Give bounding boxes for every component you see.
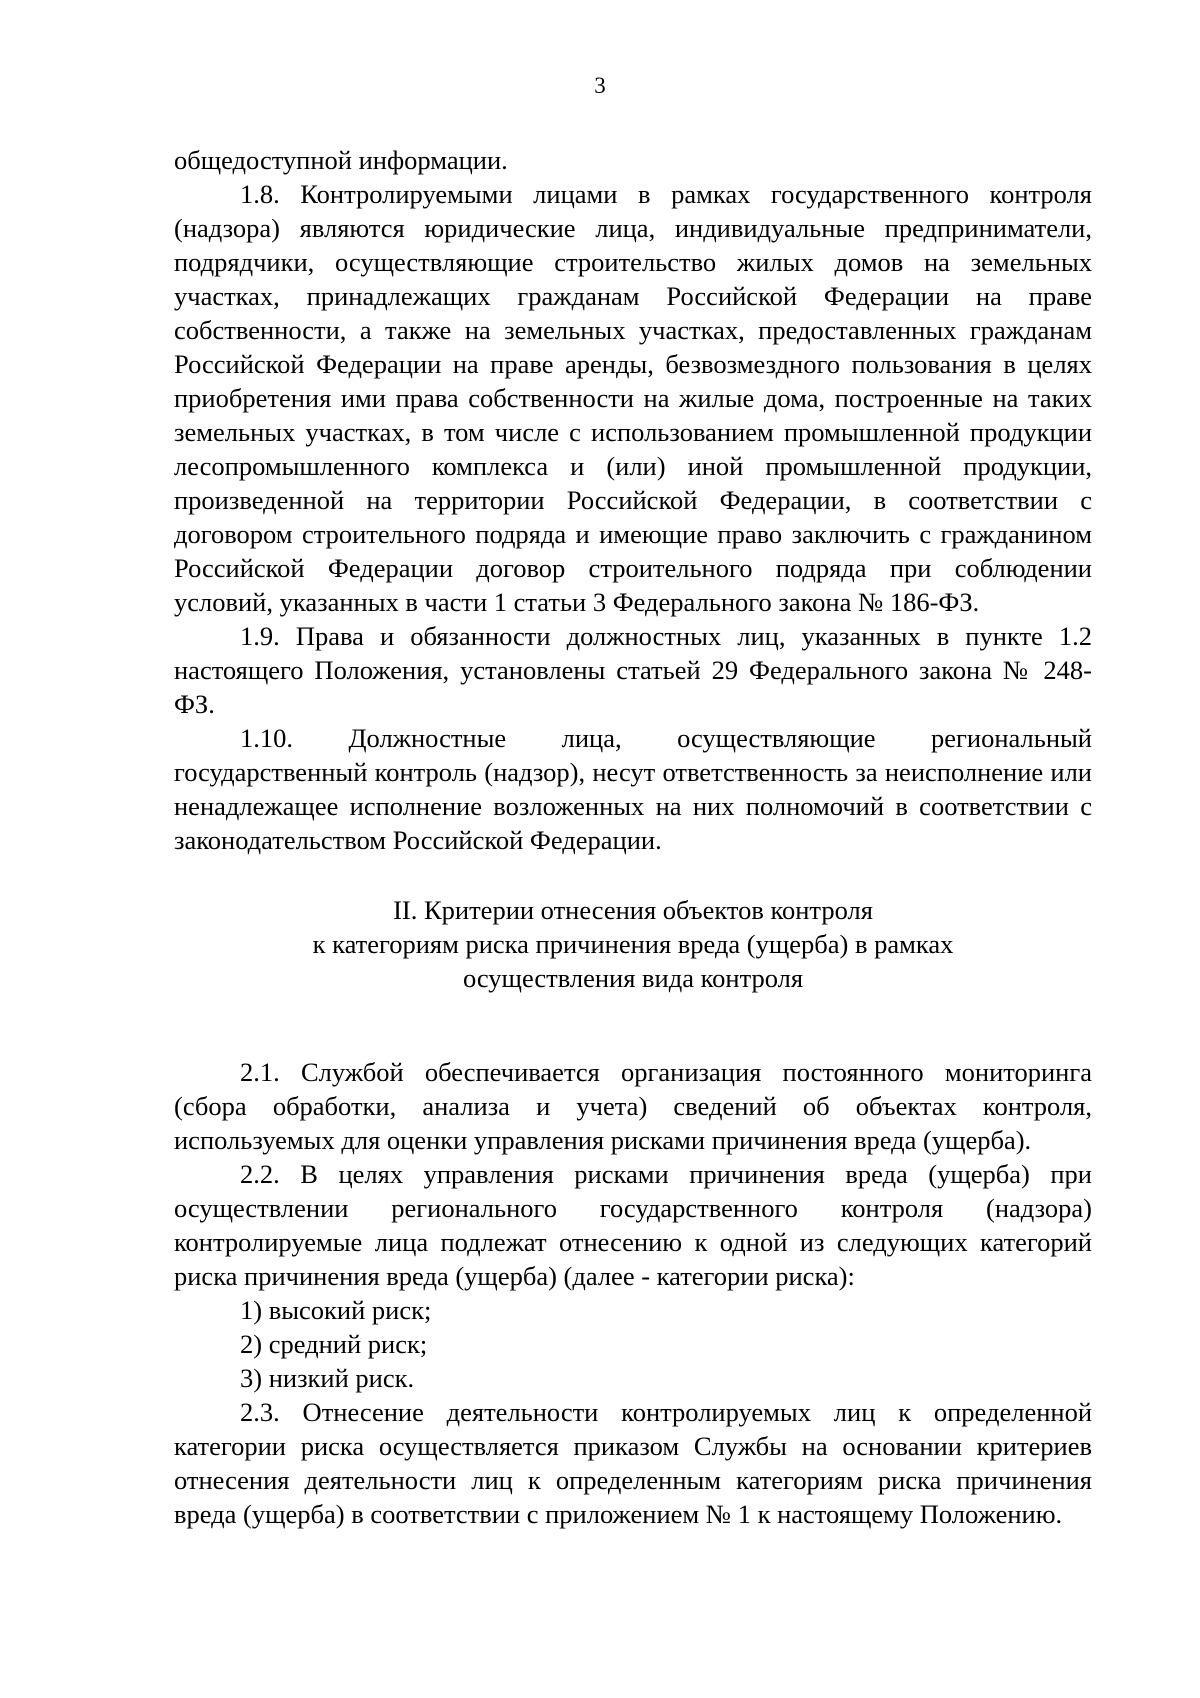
paragraph-2-2: 2.2. В целях управления рисками причинения вреда (ущерба) при осуществлении регионального государственного контроля (надзора) контролируемые лица подлежат отнесению к одной из следующих категорий риска причинения вреда (ущерба) (далее - категории риска): <box>174 1159 1092 1291</box>
section-2-heading <box>174 893 1092 995</box>
section-2-body <box>174 1055 1092 1531</box>
heading-line: к категориям риска причинения вреда (ущерба) в рамках <box>312 929 954 959</box>
risk-level-item: 2) средний риск; <box>240 1329 428 1359</box>
paragraph-2-1: 2.1. Службой обеспечивается организация постоянного мониторинга (сбора обработки, анализа и учета) сведений об объектах контроля, используемых для оценки управления рисками причинения вреда (ущерба). <box>174 1057 1092 1155</box>
paragraph-1-10: 1.10. Должностные лица, осуществляющие региональный государственный контроль (надзор), несут ответственность за неисполнение или ненадлежащее исполнение возложенных на них полномочий в соответствии с законодательством Российской Федерации. <box>174 723 1092 855</box>
risk-level-item: 3) низкий риск. <box>240 1363 415 1393</box>
paragraph-continuation: общедоступной информации. <box>174 145 508 175</box>
risk-level-item: 1) высокий риск; <box>240 1295 432 1325</box>
page-number: 3 <box>594 73 606 98</box>
heading-line: II. Критерии отнесения объектов контроля <box>393 895 873 925</box>
section-1-body <box>174 143 1092 857</box>
paragraph-1-8: 1.8. Контролируемыми лицами в рамках государственного контроля (надзора) являются юридические лица, индивидуальные предприниматели, подрядчики, осуществляющие строительство жилых домов на земельных участках, принадлежащих гражданам Российской Федерации на праве собственности, а также на земельных участках, предоставленных гражданам Российской Федерации на праве аренды, безвозмездного пользования в целях приобретения ими права собственности на жилые дома, построенные на таких земельных участках, в том числе с использованием промышленной продукции лесопромышленного комплекса и (или) иной промышленной продукции, произведенной на территории Российской Федерации, в соответствии с договором строительного подряда и имеющие право заключить с гражданином Российской Федерации договор строительного подряда при соблюдении условий, указанных в части 1 статьи 3 Федерального закона № 186-ФЗ. <box>174 179 1092 617</box>
paragraph-1-9: 1.9. Права и обязанности должностных лиц, указанных в пункте 1.2 настоящего Положения, установлены статьей 29 Федерального закона № 248-ФЗ. <box>174 621 1092 719</box>
heading-line: осуществления вида контроля <box>462 963 804 993</box>
paragraph-2-3: 2.3. Отнесение деятельности контролируемых лиц к определенной категории риска осуществляется приказом Службы на основании критериев отнесения деятельности лиц к определенным категориям риска причинения вреда (ущерба) в соответствии с приложением № 1 к настоящему Положению. <box>174 1397 1092 1529</box>
